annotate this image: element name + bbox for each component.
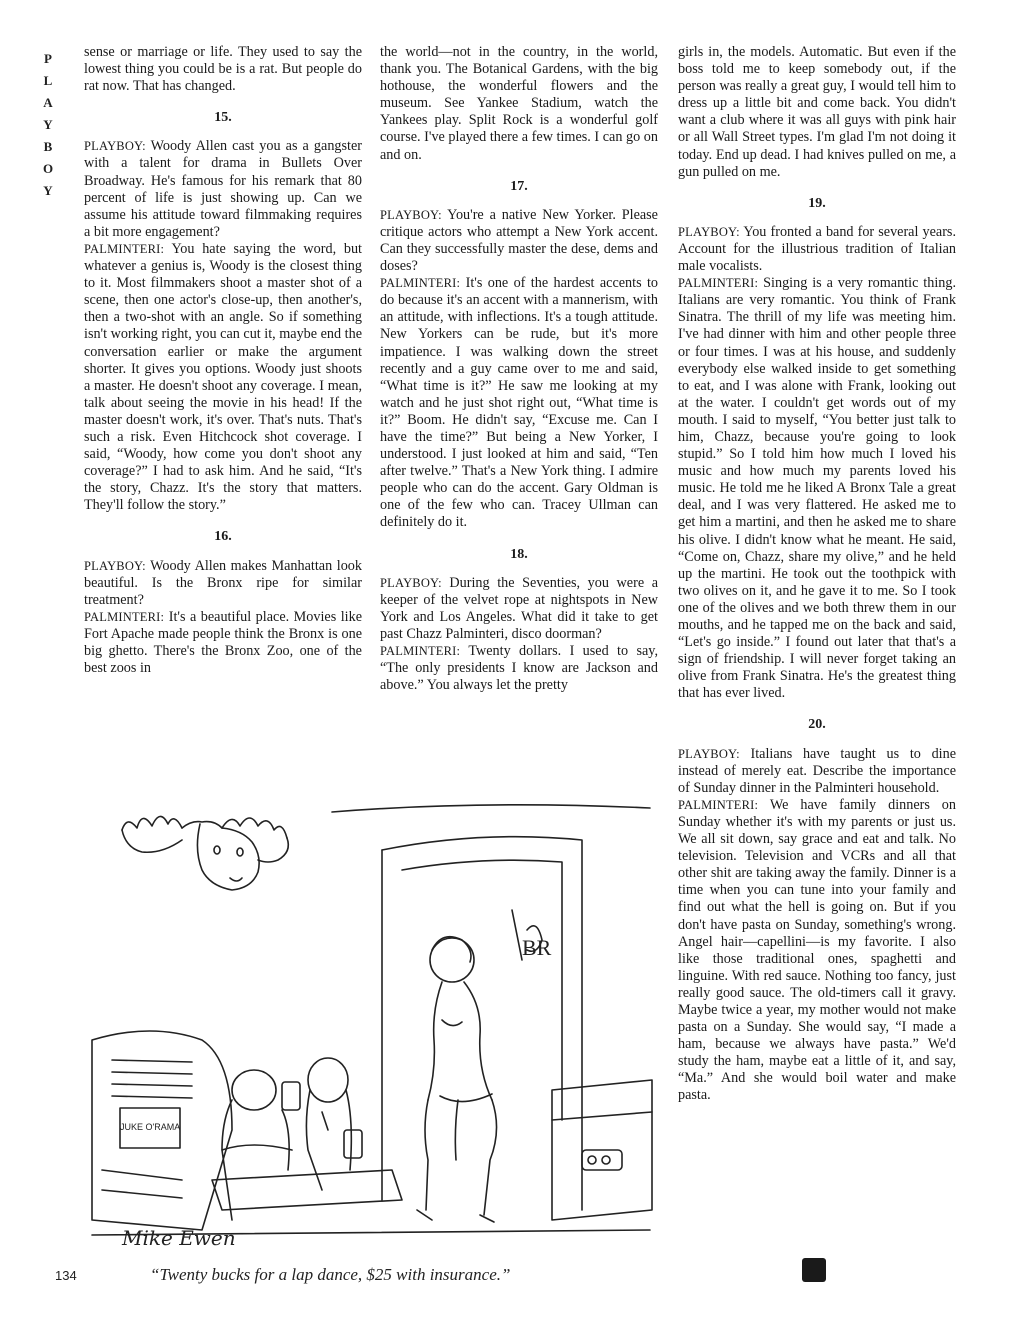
question-text: During the Seventies, you were a keeper of the velvet rope at nightspots in New York and Los Angeles. What did it take to get past Chazz Palminteri, disco doorman? (380, 574, 659, 642)
answer-paragraph (380, 275, 658, 531)
question-number: 17. (510, 178, 528, 194)
running-head-letter: P (44, 51, 52, 66)
question-text: You fronted a band for several years. Account for the illustrious tradition of Italian male vocalists. (678, 223, 956, 275)
text-column-2 (380, 44, 658, 694)
question-number: 19. (808, 195, 826, 211)
question-paragraph (84, 138, 362, 241)
speaker-label: PALMINTERI: (84, 609, 165, 624)
speaker-label: PLAYBOY: (84, 139, 146, 154)
piano (552, 1080, 652, 1220)
question-paragraph (678, 224, 956, 275)
answer-text: Singing is a very romantic thing. Italians are very romantic. You think of Frank Sinatra. The thrill of my life was meeting him. I've had dinner with him and other people three or four times. I was at his house, and suddenly everybody else walked inside to get something to eat, and I was alone with Frank, looking out at the water. I couldn't get words out of my mouth. I said to myself, “You better just talk to him, Chazz, because you're going to look stupid.” So I told him how much I loved his music and how much my parents loved his music. He told me he liked A Bronx Tale a great deal, and I was very flattered. He asked me to get him a martini, and then he asked me to share his olive. I didn't know what he meant. He said, “Come on, Chazz, share my olive,” and he held up the martini. He took out the toothpick with two olives on it, and he gave it to me. So I took one of the olives and we both threw them in our mouths, and he tapped me on the back and said, “Let's go inside.” I found out later that that's a sign of friendship. I will never forget taking an olive from Frank Sinatra. He's the greatest thing that has ever lived. (678, 275, 956, 702)
text-column-3 (678, 44, 956, 1105)
bar-patrons (212, 1058, 402, 1220)
speaker-label: PALMINTERI: (380, 644, 461, 658)
speaker-label: PLAYBOY: (678, 224, 740, 239)
artist-signature: Mike Ewen (122, 1226, 236, 1250)
running-head-letter: A (43, 95, 53, 110)
page-number: 134 (55, 1268, 77, 1283)
cartoon-caption: “Twenty bucks for a lap dance, $25 with insurance.” (150, 1265, 511, 1284)
running-head-letter: Y (43, 183, 53, 198)
speaker-label: PLAYBOY: (380, 575, 442, 590)
answer-paragraph (84, 241, 362, 515)
text-column-1 (84, 44, 362, 677)
question-text: Woody Allen cast you as a gangster with a talent for drama in Bullets Over Broadway. He's famous for his remark that 80 percent of life is just showing up. Can we assume his attitude toward filmmaking requires a bit more engagement? (84, 138, 362, 240)
ceiling-line (332, 805, 650, 812)
paragraph: sense or marriage or life. They used to say the lowest thing you could be is a rat. But people do rat now. That has changed. (84, 44, 362, 95)
answer-text: It's one of the hardest accents to do because it's an accent with a mannerism, with an attitude, with inflections. It's a tough attitude. New Yorkers can be rude, but it's more impatience. I was walking down the street recently and a guy came over to me and said, “What time is it?” He saw me looking at my watch and he just shot right out, “What time is it?” Boom. He didn't say, “Excuse me. Can I have the time?” But being a New Yorker, I understood. I just looked at him and said, “Ten after twelve.” That's a New York thing. I admire people who can do the accent. Gary Oldman is one of the few who can. Tracey Ullman can definitely do it. (380, 275, 659, 531)
question-text: Italians have taught us to dine instead of merely eat. Describe the importance of Sunday dinner in the Palminteri household. (678, 745, 956, 796)
answer-text: We have family dinners on Sunday whether it's with my parents or just us. We all sit down, say grace and eat and talk. No television. Television and VCRs and all that other shit are taking away the family. Dinner is a time when you can tune into your family and find out what the hell is going on. But if you don't have pasta on Sunday, something's wrong. Angel hair—capellini—is my favorite. I also like those traditional ones, spaghetti and linguine. With red sauce. Nothing too fancy, just really good sauce. The old-timers call it gravy. Maybe twice a year, my mother would not make pasta on a Sunday. She would say, “I made a ham, because we always have pasta.” We'd study the ham, maybe eat a little of it, and say, “Ma.” And she would boil water and make pasta. (678, 796, 956, 1104)
moose-head-trophy (122, 816, 288, 890)
question-number: 16. (214, 529, 232, 545)
answer-paragraph (380, 643, 658, 694)
running-head-letter: O (42, 161, 54, 176)
question-paragraph (678, 746, 956, 797)
cartoon-illustration (82, 790, 660, 1250)
bunny-logo-icon (802, 1258, 826, 1282)
running-head-letter: Y (43, 117, 53, 132)
question-number: 18. (510, 546, 528, 562)
speaker-label: PALMINTERI: (678, 797, 759, 812)
question-number: 20. (808, 717, 826, 733)
answer-text: It's a beautiful place. Movies like Fort Apache made people think the Bronx is one big ghetto. There's the Bronx Zoo, one of the best zoos in (84, 608, 362, 677)
speaker-label: PALMINTERI: (84, 241, 165, 256)
speaker-label: PALMINTERI: (678, 276, 759, 291)
question-text: You're a native New Yorker. Please critique actors who attempt a New York accent. Can they successfully master the dese, dems and doses? (380, 206, 658, 275)
speaker-label: PLAYBOY: (84, 558, 146, 573)
jukebox-label: JUKE O'RAMA (120, 1122, 181, 1132)
answer-text: Twenty dollars. I used to say, “The only presidents I know are Jackson and above.” You always let the pretty (380, 643, 659, 694)
wall-sign-text: BR (522, 935, 552, 960)
answer-paragraph (678, 275, 956, 702)
wall-sign (512, 910, 552, 960)
speaker-label: PLAYBOY: (380, 207, 442, 222)
question-paragraph (84, 558, 362, 609)
answer-paragraph (678, 797, 956, 1105)
question-paragraph (380, 575, 658, 643)
running-head-letter: B (43, 139, 53, 154)
question-paragraph (380, 207, 658, 275)
speaker-label: PALMINTERI: (380, 276, 461, 291)
running-head-letter: L (43, 73, 53, 88)
answer-paragraph (84, 609, 362, 677)
answer-text: You hate saying the word, but whatever a genius is, Woody is the closest thing to it. Most filmmakers shoot a master shot of a scene, then one actor's close-up, then another's, then a two-shot with an angle. So if something isn't working right, you can cut it, maybe end the conversation earlier or make the argument shorter. It gives you options. Woody just shoots a master. He doesn't shoot any coverage. I mean, talk about seeing the movie in his head! If the master doesn't work, it's over. That's nuts. That's such a risk. Even Hitchcock shot coverage. I said, “Woody, how come you don't shoot any coverage?” I had to ask him. And he said, “It's the story, Chazz. It's the story that matters. They'll follow the story.” (84, 240, 362, 514)
paragraph: girls in, the models. Automatic. But even if the boss told me to keep somebody out, if the person was really a great guy, I would tell him to dress up a little bit and come back. You didn't want a club where it was all guys with pink hair or all Wall Street types. I'm glad I'm not doing it today. End up dead. I had knives pulled on me, a gun pulled on me. (678, 44, 956, 180)
running-head (36, 48, 60, 202)
dancer-figure (417, 937, 497, 1222)
question-text: Woody Allen makes Manhattan look beautiful. Is the Bronx ripe for similar treatment? (84, 557, 362, 608)
paragraph: the world—not in the country, in the world, thank you. The Botanical Gardens, with the big hothouse, the wonderful flowers and the museum. See Yankee Stadium, watch the Yankees play. Split Rock is a wonderful golf course. I've played there a few times. I can go on and on. (380, 44, 658, 163)
speaker-label: PLAYBOY: (678, 746, 740, 761)
question-number: 15. (214, 110, 232, 126)
jukebox (92, 1031, 232, 1230)
